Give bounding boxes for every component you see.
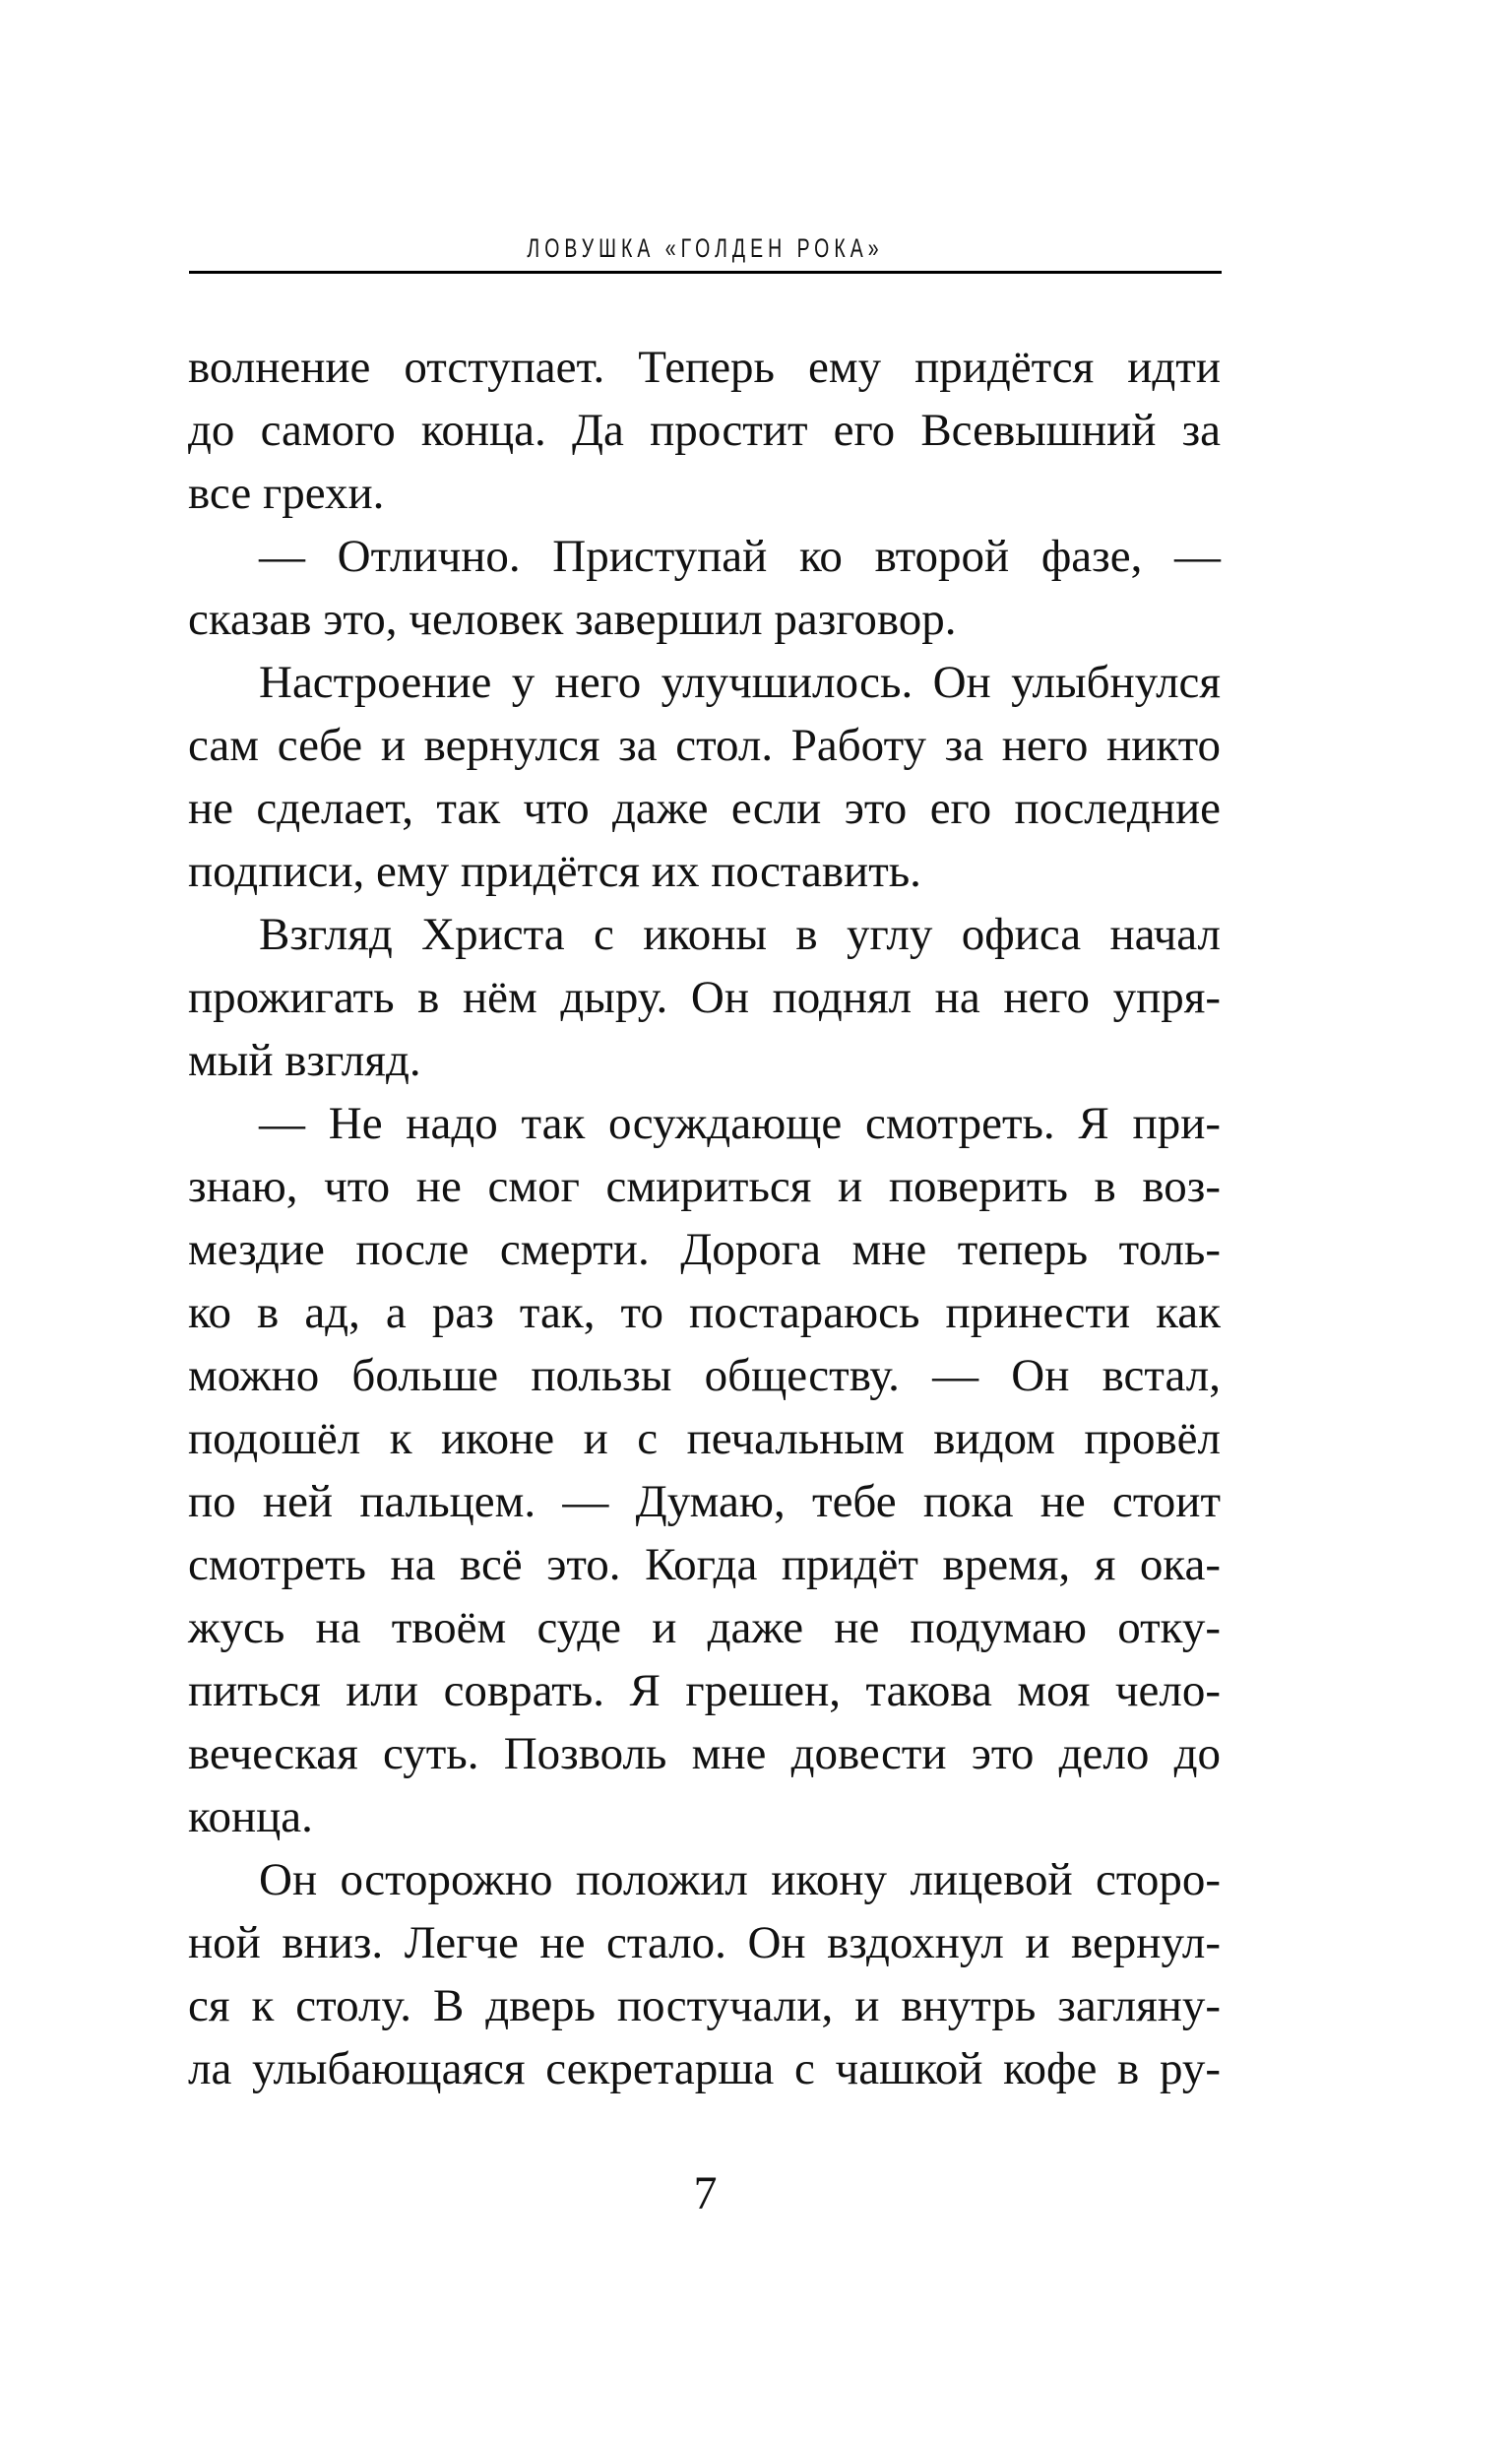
text-line: смотреть на всё это. Когда придёт время, я ока- — [188, 1539, 1221, 1590]
text-line: жусь на твоём суде и даже не подумаю отку- — [188, 1602, 1221, 1653]
text-line: ла улыбающаяся секретарша с чашкой кофе в ру- — [188, 2043, 1221, 2094]
text-line: мездие после смерти. Дорога мне теперь толь- — [188, 1224, 1221, 1275]
text-line: — Отлично. Приступай ко второй фазе, — — [259, 531, 1221, 582]
running-title: ЛОВУШКА «ГОЛДЕН РОКА» — [527, 233, 884, 263]
text-line: ся к столу. В дверь постучали, и внутрь загляну- — [188, 1980, 1221, 2031]
text-line: Он осторожно положил икону лицевой сторо- — [259, 1854, 1221, 1905]
text-line: подошёл к иконе и с печальным видом провёл — [188, 1413, 1221, 1464]
text-line: знаю, что не смог смириться и поверить в воз- — [188, 1161, 1221, 1212]
text-line: ко в ад, а раз так, то постараюсь принести как — [188, 1287, 1221, 1338]
text-line: до самого конца. Да простит его Всевышний за — [188, 405, 1221, 456]
header-rule — [189, 271, 1222, 274]
text-line: прожигать в нём дыру. Он поднял на него упря- — [188, 972, 1221, 1023]
text-line: ной вниз. Легче не стало. Он вздохнул и вернул- — [188, 1917, 1221, 1968]
running-head — [189, 233, 1222, 263]
text-line: Взгляд Христа с иконы в углу офиса начал — [259, 909, 1221, 960]
text-line: конца. — [188, 1791, 313, 1842]
text-line: питься или соврать. Я грешен, такова моя чело- — [188, 1665, 1221, 1716]
text-line: сказав это, человек завершил разговор. — [188, 594, 957, 645]
text-line: волнение отступает. Теперь ему придётся идти — [188, 342, 1221, 393]
text-line: сам себе и вернулся за стол. Работу за него никто — [188, 720, 1221, 771]
text-line: мый взгляд. — [188, 1035, 421, 1086]
text-line: Настроение у него улучшилось. Он улыбнулся — [259, 657, 1221, 708]
body-text — [188, 336, 1221, 2100]
text-line: — Не надо так осуждающе смотреть. Я при- — [259, 1098, 1221, 1149]
text-line: все грехи. — [188, 468, 385, 519]
text-line: можно больше пользы обществу. — Он встал, — [188, 1350, 1221, 1401]
page-number: 7 — [693, 2167, 718, 2219]
text-line: не сделает, так что даже если это его последние — [188, 783, 1221, 834]
text-line: подписи, ему придётся их поставить. — [188, 846, 921, 897]
text-line: по ней пальцем. — Думаю, тебе пока не стоит — [188, 1476, 1221, 1527]
text-line: веческая суть. Позволь мне довести это дело до — [188, 1728, 1221, 1779]
